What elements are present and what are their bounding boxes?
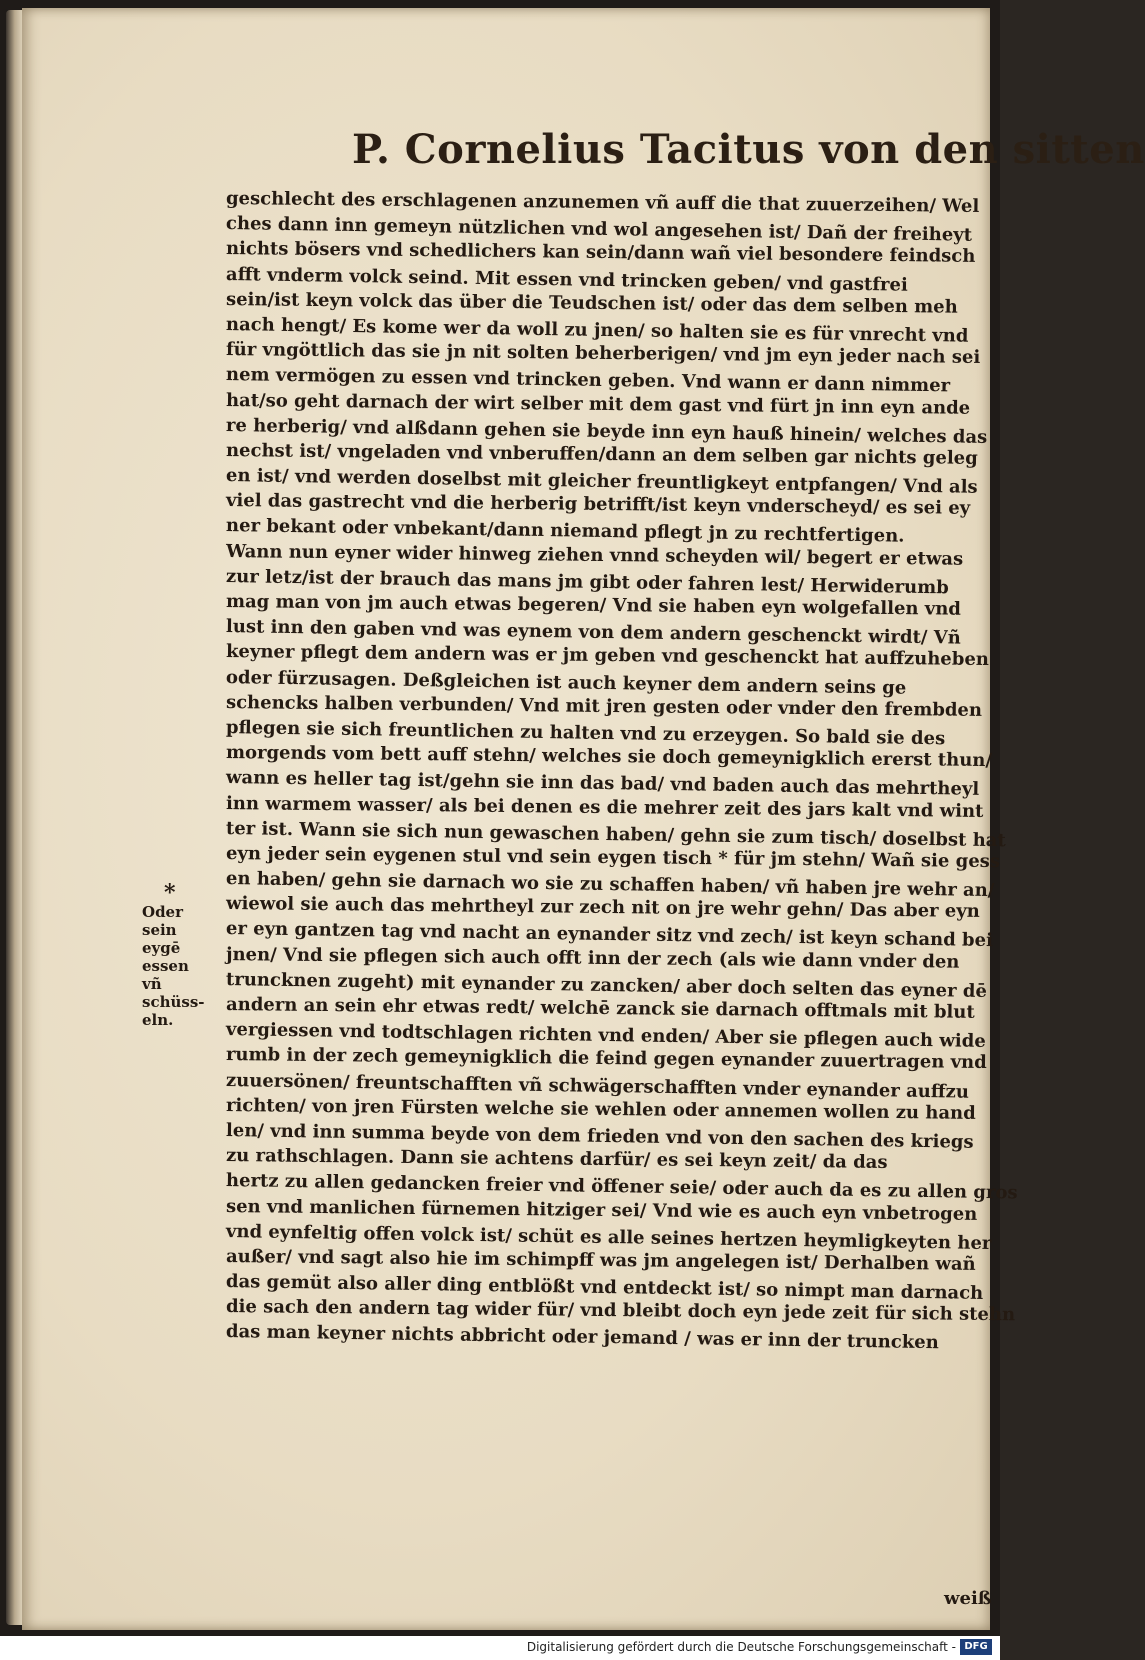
- text-line: morgends vom bett auff stehn/ welches sie doch gemeynigklich ererst thun/: [225, 742, 993, 772]
- text-line: vnd eynfeltig offen volck ist/ schüt es alle seines hertzen heymligkeyten her: [225, 1220, 992, 1254]
- text-line: zuuersönen/ freuntschafften vñ schwägerschafften vnder eynander auffzu: [225, 1069, 970, 1103]
- text-line: hat/so geht darnach der wirt selber mit dem gast vnd fürt jn inn eyn ande: [225, 389, 971, 419]
- text-line: ner bekant oder vnbekant/dann niemand pflegt jn zu rechtfertigen.: [225, 515, 905, 548]
- text-line: afft vnderm volck seind. Mit essen vnd trincken geben/ vnd gastfrei: [225, 263, 908, 296]
- text-line: en haben/ gehn sie darnach wo sie zu schaffen haben/ vñ haben jre wehr an/: [225, 868, 995, 902]
- text-line: keyner pflegt dem andern was er jm geben vnd geschenckt hat auffzuheben: [225, 641, 990, 671]
- text-line: lust inn den gaben vnd was eynem von dem andern geschenckt wirdt/ Vñ: [225, 616, 961, 649]
- text-line: die sach den andern tag wider für/ vnd bleibt doch eyn jede zeit für sich stehn: [225, 1296, 1016, 1326]
- text-line: das man keyner nichts abbricht oder jemand / was er inn der truncken: [225, 1321, 939, 1354]
- text-line: andern an sein ehr etwas redt/ welchē zanck sie darnach offtmals mit blut: [225, 994, 975, 1023]
- bleed-through-ghost: [232, 136, 352, 162]
- text-line: nechst ist/ vngeladen vnd vnberuffen/dann an dem selben gar nichts geleg: [225, 439, 978, 469]
- text-line: oder fürzusagen. Deßgleichen ist auch keyner dem andern seins ge: [225, 666, 907, 699]
- text-line: mag man von jm auch etwas begeren/ Vnd sie haben eyn wolgefallen vnd: [225, 591, 962, 620]
- catchword: weiß: [944, 1588, 992, 1609]
- book-page: [22, 8, 1145, 1630]
- text-line: eyn jeder sein eygenen stul vnd sein eygen tisch * für jm stehn/ Wañ sie gess: [225, 842, 1001, 872]
- footer-credit: Digitalisierung gefördert durch die Deutsche Forschungsgemeinschaft -: [526, 1640, 956, 1654]
- text-line: en ist/ vnd werden doselbst mit gleicher freuntligkeyt entpfangen/ Vnd als: [225, 465, 978, 498]
- marginal-line: eln.: [142, 1011, 174, 1029]
- marginal-note-lines: [142, 903, 222, 1029]
- dfg-logo-icon: DFG: [960, 1639, 992, 1655]
- text-line: jnen/ Vnd sie pflegen sich auch offt inn der zech (als wie dann vnder den: [225, 943, 960, 973]
- running-head: P. Cornelius Tacitus von den sitten: [352, 126, 1145, 173]
- text-line: vergiessen vnd todtschlagen richten vnd enden/ Aber sie pflegen auch wide: [225, 1019, 986, 1053]
- text-line: wiewol sie auch das mehrtheyl zur zech nit on jre wehr gehn/ Das aber eyn: [225, 893, 980, 923]
- marginal-note: [142, 880, 222, 1029]
- text-line: nach hengt/ Es kome wer da woll zu jnen/ so halten sie es für vnrecht vnd: [225, 313, 969, 347]
- asterisk-icon: *: [164, 880, 176, 906]
- text-line: nem vermögen zu essen vnd trincken geben. Vnd wann er dann nimmer: [225, 364, 951, 397]
- text-line: hertz zu allen gedancken freier vnd öffener seie/ oder auch da es zu allen gros: [225, 1170, 1018, 1204]
- marginal-line: vñ schüss-: [142, 975, 205, 1011]
- text-line: wann es heller tag ist/gehn sie inn das bad/ vnd baden auch das mehrtheyl: [225, 767, 980, 801]
- text-line: viel das gastrecht vnd die herberig betrifft/ist keyn vnderscheyd/ es sei ey: [225, 490, 971, 520]
- text-line: sein/ist keyn volck das über die Teudschen ist/ oder das dem selben meh: [225, 288, 958, 318]
- text-line: zur letz/ist der brauch das mans jm gibt oder fahren lest/ Herwiderumb: [225, 565, 949, 599]
- text-line: re herberig/ vnd alßdann gehen sie beyde inn eyn hauß hinein/ welches das: [225, 414, 988, 448]
- text-line: inn warmem wasser/ als bei denen es die mehrer zeit des jars kalt vnd wint: [225, 792, 984, 822]
- text-line: sen vnd manlichen fürnemen hitziger sei/ Vnd wie es auch eyn vnbetrogen: [225, 1195, 978, 1225]
- text-line: truncknen zugeht) mit eynander zu zancken/ aber doch selten das eyner dē: [225, 968, 988, 1002]
- text-line: außer/ vnd sagt also hie im schimpff was jm angelegen ist/ Derhalben wañ: [225, 1245, 976, 1275]
- text-line: richten/ von jren Fürsten welche sie wehlen oder annemen wollen zu hand: [225, 1094, 976, 1124]
- body-text: [225, 186, 1018, 1354]
- text-line: Wann nun eyner wider hinweg ziehen vnnd scheyden wil/ begert er etwas: [225, 540, 964, 570]
- text-line: für vngöttlich das sie jn nit solten beherberigen/ vnd jm eyn jeder nach sei: [225, 339, 981, 369]
- text-line: er eyn gantzen tag vnd nacht an eynander sitz vnd zech/ ist keyn schand bei: [225, 918, 994, 952]
- text-line: pflegen sie sich freuntlichen zu halten vnd zu erzeygen. So bald sie des: [225, 716, 946, 750]
- text-line: ches dann inn gemeyn nützlichen vnd wol angesehen ist/ Dañ der freiheyt: [225, 213, 973, 246]
- text-line: nichts bösers vnd schedlichers kan sein/dann wañ viel besondere feindsch: [225, 238, 976, 268]
- text-line: geschlecht des erschlagenen anzunemen vñ auff die that zuuerzeihen/ Wel: [225, 188, 980, 217]
- text-line: rumb in der zech gemeynigklich die feind gegen eynander zuuertragen vnd: [225, 1044, 987, 1074]
- text-line: schencks halben verbunden/ Vnd mit jren gesten oder vnder den frembden: [225, 691, 983, 721]
- text-line: zu rathschlagen. Dann sie achtens darfür/ es sei keyn zeit/ da das: [225, 1145, 888, 1174]
- text-line: das gemüt also aller ding entblößt vnd entdeckt ist/ so nimpt man darnach: [225, 1271, 984, 1304]
- text-line: ter ist. Wann sie sich nun gewaschen haben/ gehn sie zum tisch/ doselbst hat: [225, 817, 1006, 851]
- marginal-line: Oder sein: [142, 903, 184, 939]
- footer-bar: [0, 1636, 1000, 1660]
- text-line: len/ vnd inn summa beyde von dem frieden vnd von den sachen des kriegs: [225, 1119, 974, 1153]
- marginal-line: eygē essen: [142, 939, 189, 975]
